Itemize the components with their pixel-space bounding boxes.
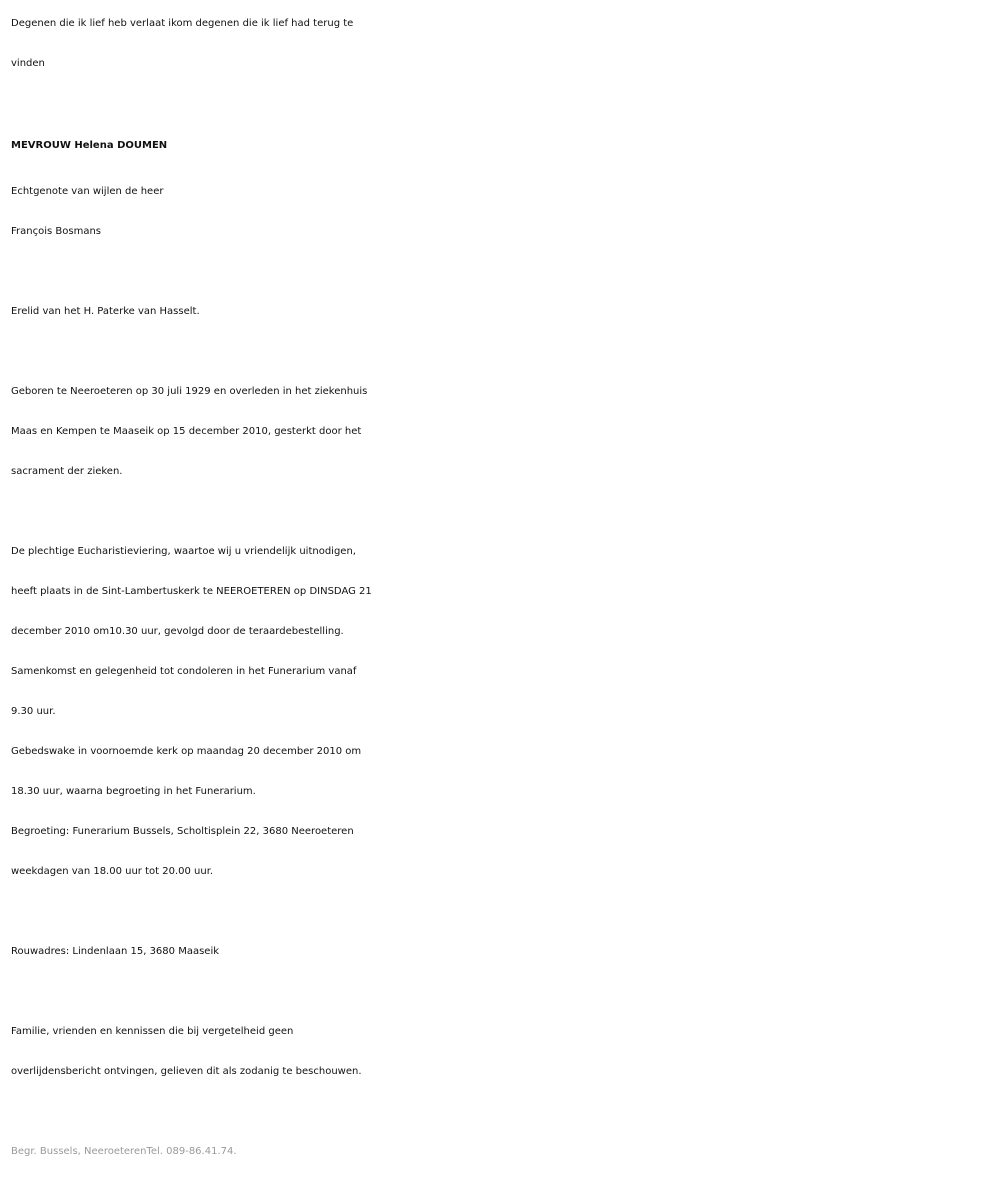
ceremony-line-5: 9.30 uur. xyxy=(11,706,56,717)
funeral-home-footer: Begr. Bussels, NeeroeterenTel. 089-86.41.74. xyxy=(11,1146,237,1157)
spacer xyxy=(11,492,991,532)
closing-line-2: overlijdensbericht ontvingen, gelieven dit als zodanig te beschouwen. xyxy=(11,1066,362,1077)
closing-line-1: Familie, vrienden en kennissen die bij vergetelheid geen xyxy=(11,1026,294,1037)
spacer xyxy=(11,972,991,1012)
ceremony-line-7: 18.30 uur, waarna begroeting in het Funerarium. xyxy=(11,786,256,797)
spacer xyxy=(11,332,991,372)
ceremony-line-8: Begroeting: Funerarium Bussels, Scholtisplein 22, 3680 Neeroeteren xyxy=(11,826,354,837)
ceremony-line-6: Gebedswake in voornoemde kerk op maandag 20 december 2010 om xyxy=(11,746,362,757)
mourning-address: Rouwadres: Lindenlaan 15, 3680 Maaseik xyxy=(11,946,220,957)
honorary-membership: Erelid van het H. Paterke van Hasselt. xyxy=(11,306,200,317)
ceremony-line-9: weekdagen van 18.00 uur tot 20.00 uur. xyxy=(11,866,214,877)
spacer xyxy=(11,892,991,932)
motto-line-2: vinden xyxy=(11,58,45,69)
ceremony-line-3: december 2010 om10.30 uur, gevolgd door de teraardebestelling. xyxy=(11,626,344,637)
spacer xyxy=(11,252,991,292)
spouse-line-1: Echtgenote van wijlen de heer xyxy=(11,186,164,197)
birth-death-line-1: Geboren te Neeroeteren op 30 juli 1929 en overleden in het ziekenhuis xyxy=(11,386,368,397)
birth-death-line-3: sacrament der zieken. xyxy=(11,466,123,477)
ceremony-line-2: heeft plaats in de Sint-Lambertuskerk te NEEROETEREN op DINSDAG 21 xyxy=(11,586,372,597)
spacer xyxy=(11,1092,991,1132)
ceremony-line-4: Samenkomst en gelegenheid tot condoleren in het Funerarium vanaf xyxy=(11,666,357,677)
deceased-name: MEVROUW Helena DOUMEN xyxy=(11,140,168,151)
motto-line-1: Degenen die ik lief heb verlaat ikom degenen die ik lief had terug te xyxy=(11,18,354,29)
ceremony-line-1: De plechtige Eucharistieviering, waartoe wij u vriendelijk uitnodigen, xyxy=(11,546,356,557)
birth-death-line-2: Maas en Kempen te Maaseik op 15 december 2010, gesterkt door het xyxy=(11,426,362,437)
obituary-notice xyxy=(11,4,991,1172)
spouse-line-2: François Bosmans xyxy=(11,226,101,237)
